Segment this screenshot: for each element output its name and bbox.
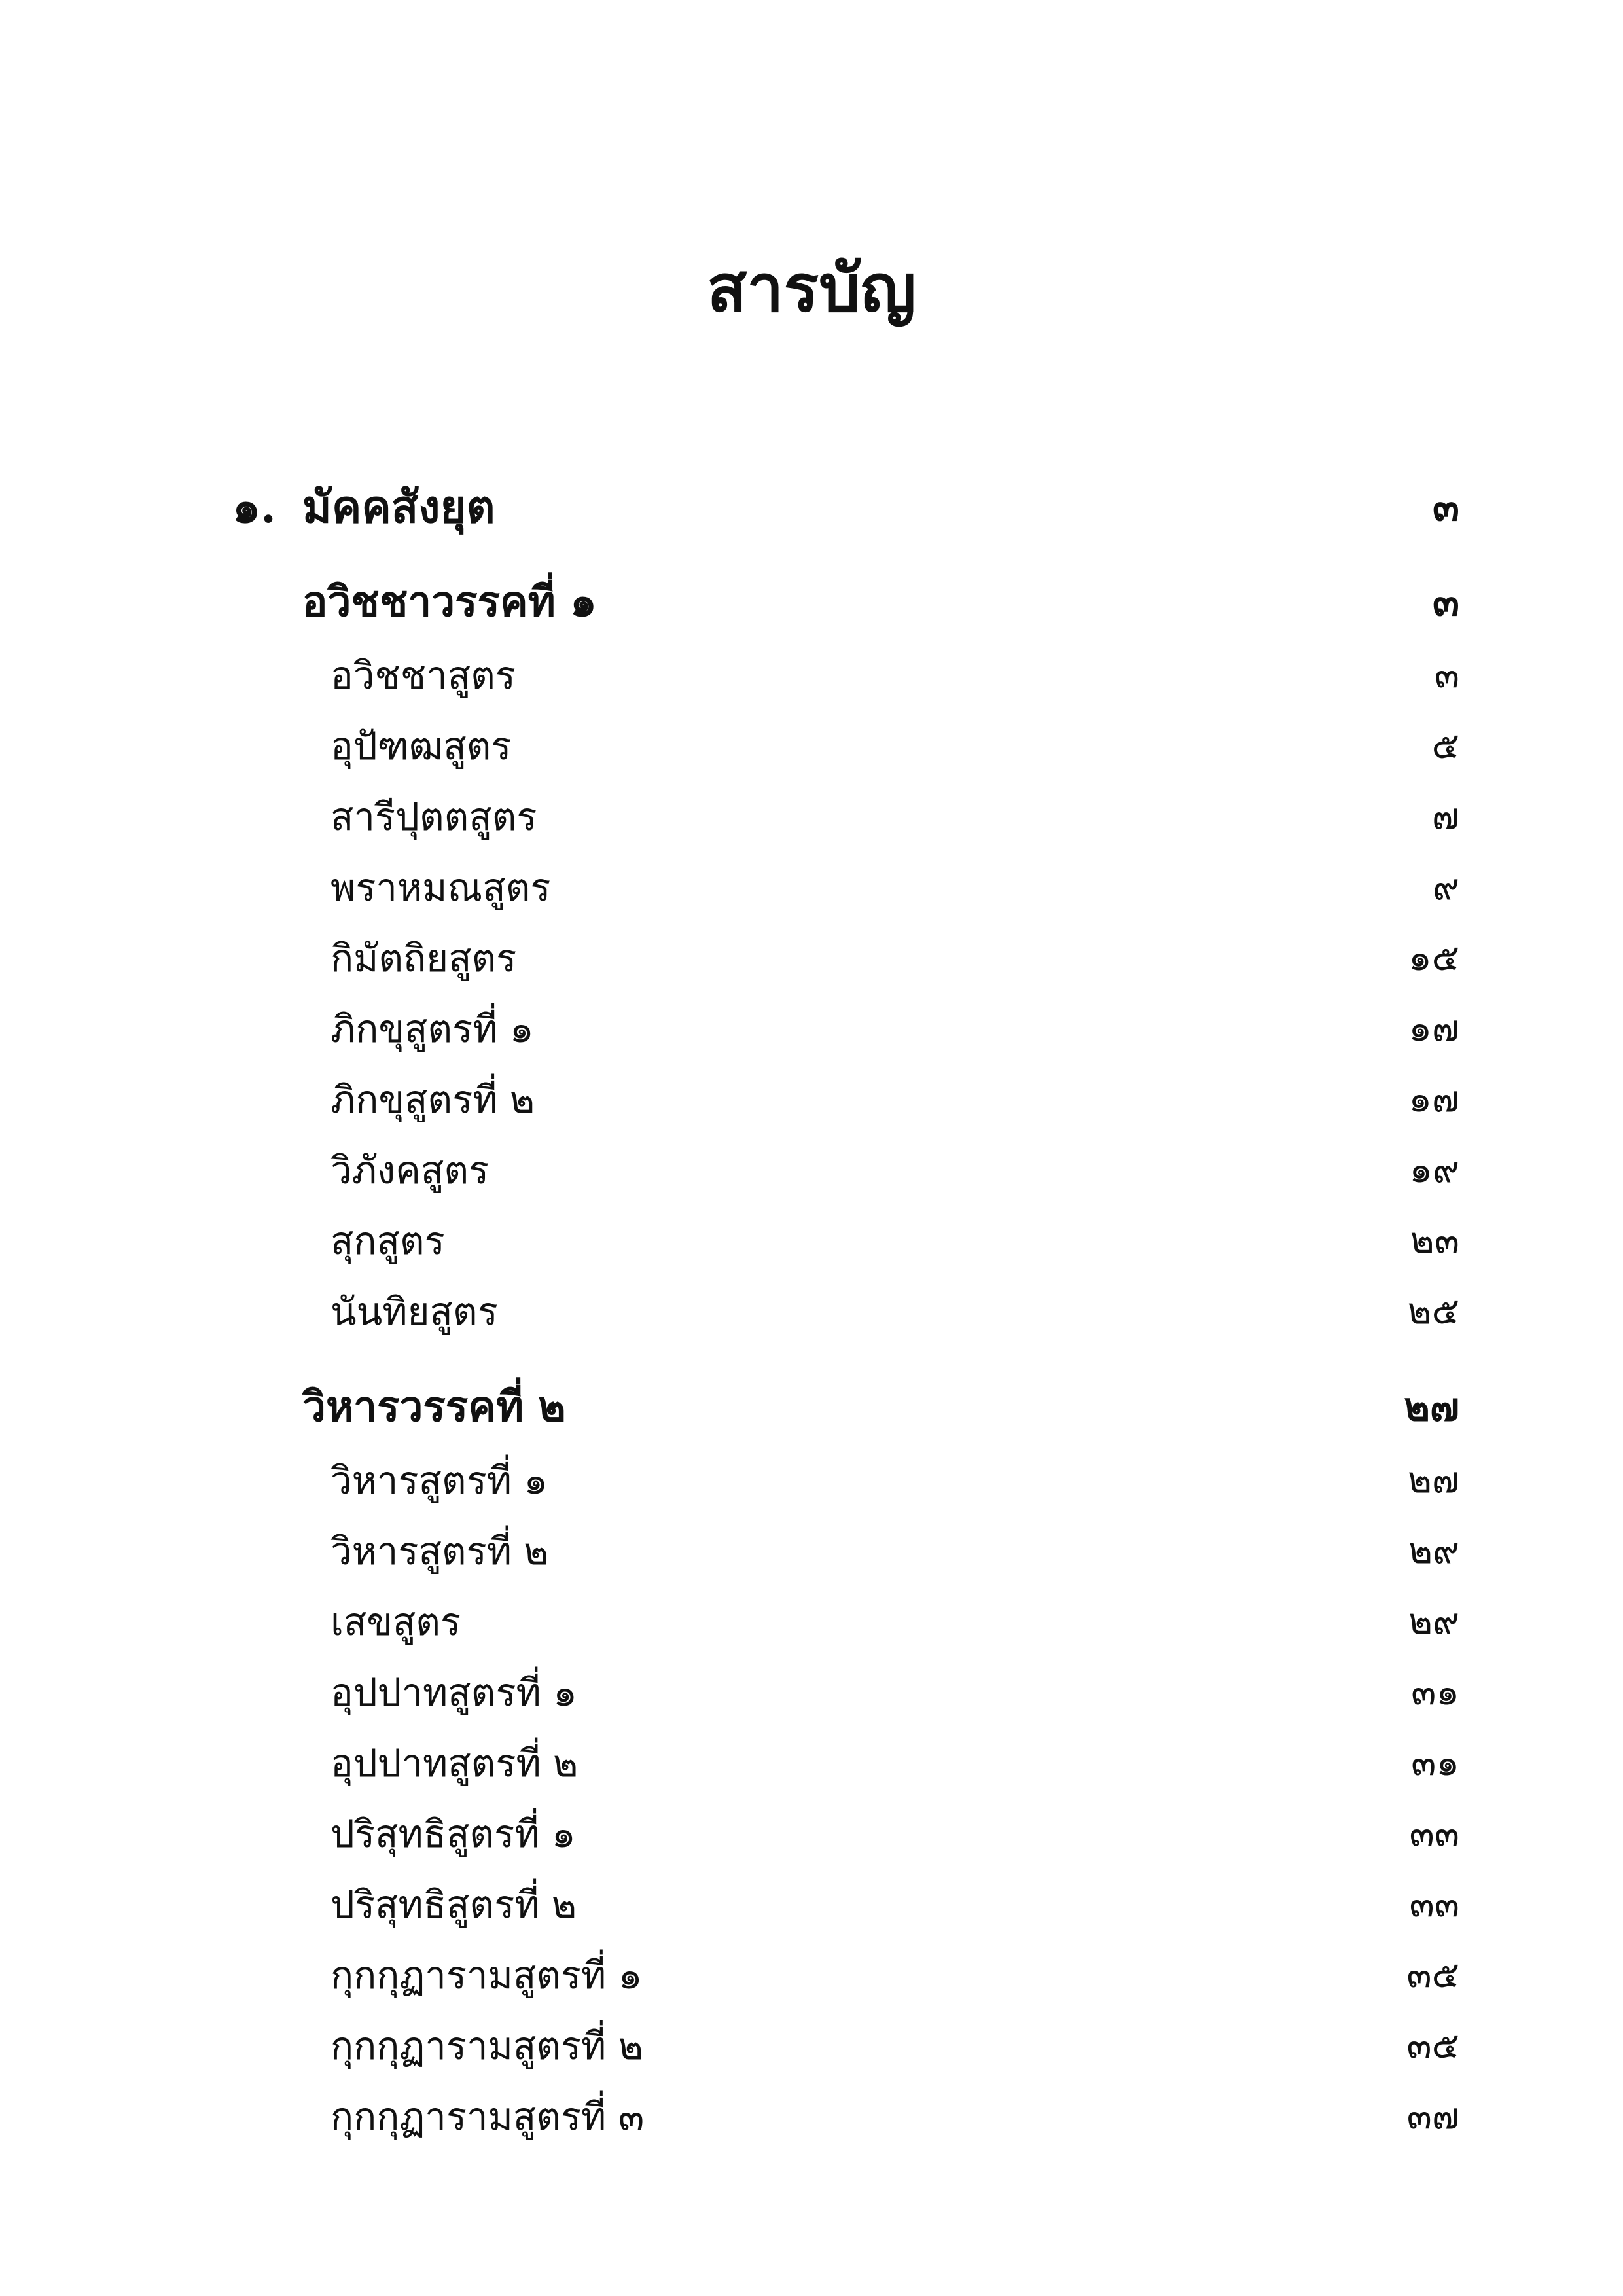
sutta-page-number: ๒๓	[1410, 1219, 1459, 1262]
sutta-label: วิภังคสูตร	[330, 1148, 490, 1193]
sutta-label: กุกกุฏารามสูตรที่ ๑	[330, 1953, 643, 1998]
sutta-page-number: ๓๕	[1406, 1954, 1459, 1996]
sutta-label: เสขสูตร	[330, 1600, 461, 1644]
sutta-page-number: ๒๙	[1408, 1600, 1459, 1643]
sutta-page-number: ๓๗	[1406, 2095, 1459, 2138]
toc-sutta-row[interactable]	[0, 1660, 1623, 1725]
toc-sutta-row[interactable]	[0, 925, 1623, 991]
sutta-label: ปริสุทธิสูตรที่ ๒	[330, 1882, 577, 1927]
sutta-page-number: ๕	[1431, 725, 1459, 767]
toc-sutta-row[interactable]	[0, 1589, 1623, 1655]
part-label: มัคคสังยุต	[302, 481, 495, 533]
toc-part-row[interactable]	[0, 475, 1623, 540]
sutta-label: ปริสุทธิสูตรที่ ๑	[330, 1812, 576, 1856]
sutta-page-number: ๙	[1432, 866, 1459, 908]
sutta-label: อุปปาทสูตรที่ ๒	[330, 1741, 579, 1785]
sutta-page-number: ๑๙	[1409, 1149, 1459, 1191]
vagga-page-number: ๒๗	[1404, 1384, 1459, 1430]
sutta-page-number: ๓๓	[1409, 1812, 1459, 1855]
sutta-label: สุกสูตร	[330, 1219, 445, 1263]
toc-sutta-row[interactable]	[0, 1208, 1623, 1274]
vagga-label: วิหารวรรคที่ ๒	[302, 1382, 566, 1431]
toc-sutta-row[interactable]	[0, 1731, 1623, 1796]
toc-vagga-row[interactable]	[0, 1374, 1623, 1440]
sutta-label: กิมัตถิยสูตร	[330, 936, 517, 980]
toc-sutta-row[interactable]	[0, 1279, 1623, 1344]
vagga-page-number: ๓	[1432, 579, 1459, 625]
toc-sutta-row[interactable]	[0, 643, 1623, 708]
toc-sutta-row[interactable]	[0, 1138, 1623, 1203]
sutta-label: อุปปาทสูตรที่ ๑	[330, 1670, 577, 1715]
sutta-label: วิหารสูตรที่ ๑	[330, 1458, 548, 1503]
sutta-label: กุกกุฏารามสูตรที่ ๒	[330, 2024, 643, 2068]
sutta-label: ภิกขุสูตรที่ ๒	[330, 1077, 535, 1122]
part-page-number: ๓	[1432, 484, 1459, 530]
sutta-label: สารีปุตตสูตร	[330, 795, 537, 839]
toc-sutta-row[interactable]	[0, 713, 1623, 779]
part-number: ๑.	[232, 481, 276, 533]
sutta-page-number: ๑๗	[1408, 1078, 1459, 1121]
sutta-label: นันทิยสูตร	[330, 1289, 498, 1334]
sutta-label: วิหารสูตรที่ ๒	[330, 1529, 549, 1573]
toc-sutta-row[interactable]	[0, 2084, 1623, 2149]
sutta-label: พราหมณสูตร	[330, 865, 551, 910]
toc-sutta-row[interactable]	[0, 1067, 1623, 1132]
sutta-page-number: ๓๓	[1409, 1883, 1459, 1926]
sutta-page-number: ๒๙	[1408, 1530, 1459, 1572]
sutta-page-number: ๒๕	[1407, 1290, 1459, 1333]
sutta-page-number: ๗	[1431, 795, 1459, 838]
sutta-page-number: ๑๕	[1408, 937, 1459, 979]
toc-vagga-row[interactable]	[0, 569, 1623, 635]
sutta-label: อวิชชาสูตร	[330, 653, 516, 698]
toc-sutta-row[interactable]	[0, 1943, 1623, 2008]
sutta-page-number: ๓๑	[1411, 1671, 1459, 1713]
toc-sutta-row[interactable]	[0, 1518, 1623, 1584]
page-title: สารบัญ	[707, 249, 916, 327]
sutta-page-number: ๓	[1434, 654, 1459, 696]
sutta-page-number: ๓๑	[1411, 1742, 1459, 1784]
toc-sutta-row[interactable]	[0, 1872, 1623, 1937]
sutta-label: กุกกุฏารามสูตรที่ ๓	[330, 2094, 645, 2139]
sutta-label: ภิกขุสูตรที่ ๑	[330, 1007, 534, 1051]
sutta-page-number: ๒๗	[1407, 1459, 1459, 1501]
vagga-label: อวิชชาวรรคที่ ๑	[302, 577, 597, 626]
toc-sutta-row[interactable]	[0, 784, 1623, 850]
toc-sutta-row[interactable]	[0, 1801, 1623, 1867]
sutta-page-number: ๑๗	[1408, 1007, 1459, 1050]
toc-sutta-row[interactable]	[0, 2013, 1623, 2079]
toc-sutta-row[interactable]	[0, 996, 1623, 1062]
toc-sutta-row[interactable]	[0, 1448, 1623, 1513]
sutta-page-number: ๓๕	[1406, 2024, 1459, 2067]
toc-sutta-row[interactable]	[0, 855, 1623, 920]
sutta-label: อุปัฑฒสูตร	[330, 724, 512, 768]
